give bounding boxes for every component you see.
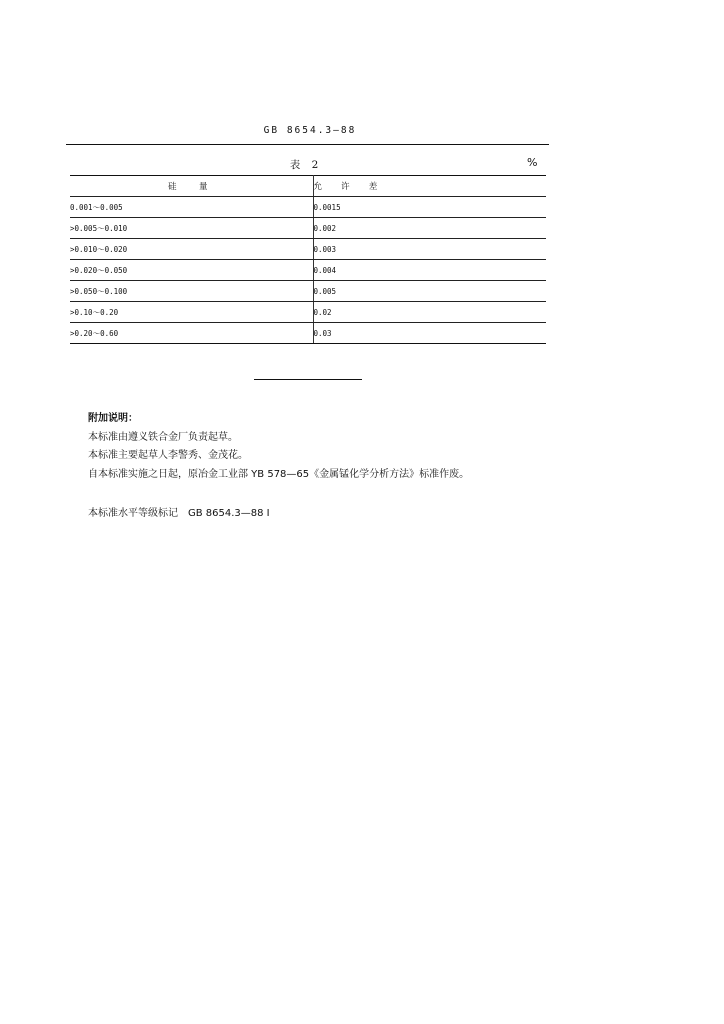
tolerance-cell: 0.005: [313, 281, 546, 302]
tolerance-cell: 0.03: [313, 323, 546, 344]
table-unit: %: [527, 156, 538, 169]
table-header-row: [70, 176, 546, 197]
tolerance-table: [70, 175, 546, 344]
notes-line-drafting-unit: 本标准由遵义铁合金厂负责起草。: [88, 431, 238, 443]
end-of-table-rule: [254, 379, 362, 380]
silicon-range-cell: >0.005～0.010: [70, 218, 313, 239]
table-row: [70, 197, 546, 218]
silicon-range-cell: 0.001～0.005: [70, 197, 313, 218]
table-title: 表 2: [289, 159, 323, 171]
table-row: [70, 323, 546, 344]
tolerance-cell: 0.004: [313, 260, 546, 281]
tolerance-cell: 0.003: [313, 239, 546, 260]
tolerance-cell: 0.0015: [313, 197, 546, 218]
standard-number: GB 8654.3—88: [263, 125, 357, 136]
silicon-range-cell: >0.10～0.20: [70, 302, 313, 323]
notes-line-supersedes: 自本标准实施之日起，原冶金工业部 YB 578—65《金属锰化学分析方法》标准作废。: [88, 468, 470, 480]
notes-line-drafters: 本标准主要起草人李警秀、金茂花。: [88, 450, 248, 461]
header-rule: [66, 144, 549, 145]
silicon-range-cell: >0.20～0.60: [70, 323, 313, 344]
column-header-tolerance: 允 许 差: [313, 176, 546, 197]
standard-level-mark: 本标准水平等级标记 GB 8654.3—88 I: [88, 508, 270, 519]
column-header-silicon-content: 硅 量: [70, 176, 313, 197]
table-row: [70, 260, 546, 281]
tolerance-cell: 0.002: [313, 218, 546, 239]
silicon-range-cell: >0.050～0.100: [70, 281, 313, 302]
table-row: [70, 302, 546, 323]
notes-heading: 附加说明：: [88, 413, 138, 424]
table-row: [70, 239, 546, 260]
table-row: [70, 218, 546, 239]
tolerance-cell: 0.02: [313, 302, 546, 323]
silicon-range-cell: >0.020～0.050: [70, 260, 313, 281]
additional-notes: [88, 410, 469, 484]
table-row: [70, 281, 546, 302]
silicon-range-cell: >0.010～0.020: [70, 239, 313, 260]
